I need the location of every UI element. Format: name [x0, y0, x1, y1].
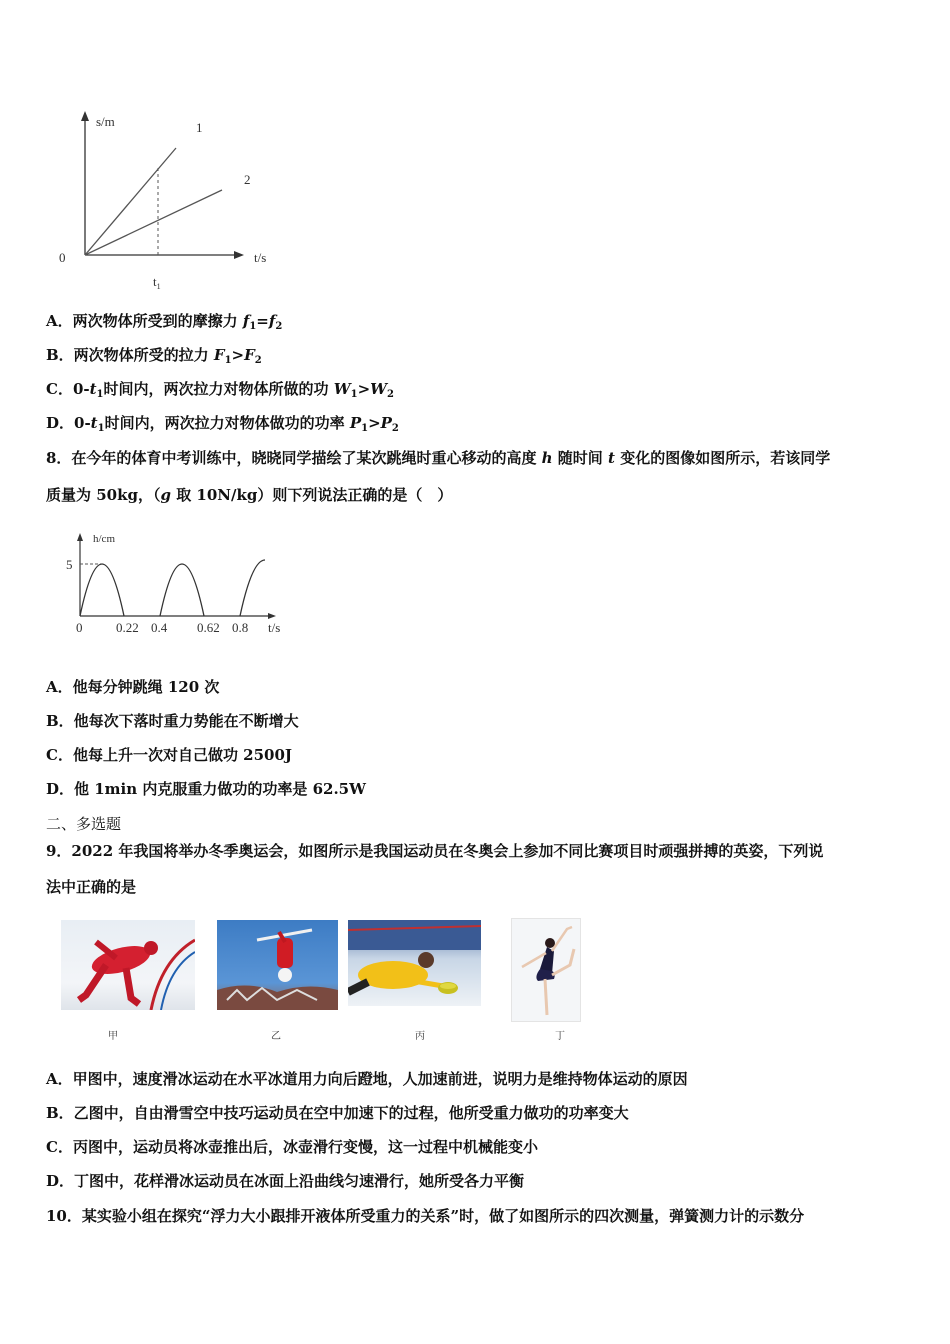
graph1-origin: 0	[59, 250, 66, 265]
caption-yi: 乙	[271, 1031, 281, 1042]
y-axis-arrow	[81, 111, 89, 121]
section-heading-multi-choice: 二、多选题	[46, 815, 122, 833]
q8-option-d: D．他 1min 内克服重力做功的功率是 62.5W	[46, 780, 366, 798]
graph2-xtick-2: 0.4	[151, 620, 168, 635]
speed-skater-drawing	[61, 920, 195, 1010]
graph1-ylabel: s/m	[96, 114, 115, 129]
y-axis-arrow	[77, 533, 83, 541]
graph2-xtick-4: 0.8	[232, 620, 249, 635]
q8-stem-line2: 质量为 50kg，（g 取 10N/kg）则下列说法正确的是（ ）	[46, 486, 453, 504]
x-axis-arrow	[234, 251, 244, 259]
q9-stem-line2: 法中正确的是	[46, 878, 137, 896]
q7-option-a: A．两次物体所受到的摩擦力 $f_1=f_2$	[46, 312, 283, 332]
q8-option-b: B．他每次下落时重力势能在不断增大	[46, 712, 299, 730]
graph1-t1-label: $t_1$	[153, 274, 161, 291]
q9-option-a: A．甲图中，速度滑冰运动在水平冰道用力向后蹬地，人加速前进，说明力是维持物体运动的原因	[46, 1070, 688, 1088]
caption-ding: 丁	[555, 1031, 565, 1042]
graph1-xlabel: t/s	[254, 250, 267, 265]
q10-stem-line1: 10．某实验小组在探究“浮力大小跟排开液体所受重力的关系”时，做了如图所示的四次测量，弹簧测力计的示数分	[46, 1207, 805, 1225]
q9-option-c: C．丙图中，运动员将冰壶推出后，冰壶滑行变慢，这一过程中机械能变小	[46, 1138, 538, 1156]
graph2-xtick-3: 0.62	[197, 620, 220, 635]
q9-option-b: B．乙图中，自由滑雪空中技巧运动员在空中加速下的过程，他所受重力做功的功率变大	[46, 1104, 629, 1122]
line-1	[85, 148, 176, 255]
q7-option-c: C．$0-t_1$时间内，两次拉力对物体所做的功 $W_1>W_2$	[46, 380, 394, 400]
line-2	[85, 190, 222, 255]
graph2-xlabel: t/s	[268, 620, 281, 635]
photo-aerial-skiing	[217, 920, 338, 1010]
q9-option-d: D．丁图中，花样滑冰运动员在冰面上沿曲线匀速滑行，她所受各力平衡	[46, 1172, 525, 1190]
graph2-xtick-0: 0	[76, 620, 83, 635]
q9-stem-line1: 9．2022 年我国将举办冬季奥运会，如图所示是我国运动员在冬奥会上参加不同比赛项目时顽强拼搏的英姿，下列说	[46, 842, 824, 860]
photo-figure-skating	[511, 918, 581, 1022]
aerial-skier-drawing	[217, 920, 338, 1010]
q7-option-d: D．$0-t_1$时间内，两次拉力对物体做功的功率 $P_1>P_2$	[46, 414, 399, 434]
photo-curling	[348, 920, 481, 1006]
caption-jia: 甲	[108, 1031, 118, 1042]
q8-option-c: C．他每上升一次对自己做功 2500J	[46, 746, 293, 764]
graph1-line2-label: 2	[244, 172, 251, 187]
caption-bing: 丙	[415, 1031, 425, 1042]
q7-option-b: B．两次物体所受的拉力 $F_1>F_2$	[46, 346, 262, 366]
figure-skater-drawing	[512, 919, 581, 1022]
x-axis-arrow	[268, 613, 276, 619]
q8-stem-line1: 8．在今年的体育中考训练中，晓晓同学描绘了某次跳绳时重心移动的高度 h 随时间 t 变化的图像如图所示，若该同学	[46, 449, 831, 467]
hump-1	[80, 564, 124, 616]
curler-drawing	[348, 920, 481, 1006]
hump-3	[240, 560, 265, 616]
photo-speed-skating	[61, 920, 195, 1010]
graph2-ytick: 5	[66, 557, 73, 572]
graph2-ylabel: h/cm	[93, 533, 115, 545]
q8-option-a: A．他每分钟跳绳 120 次	[46, 678, 220, 696]
hump-2	[160, 564, 204, 616]
graph1-line1-label: 1	[196, 120, 203, 135]
graph2-xtick-1: 0.22	[116, 620, 139, 635]
